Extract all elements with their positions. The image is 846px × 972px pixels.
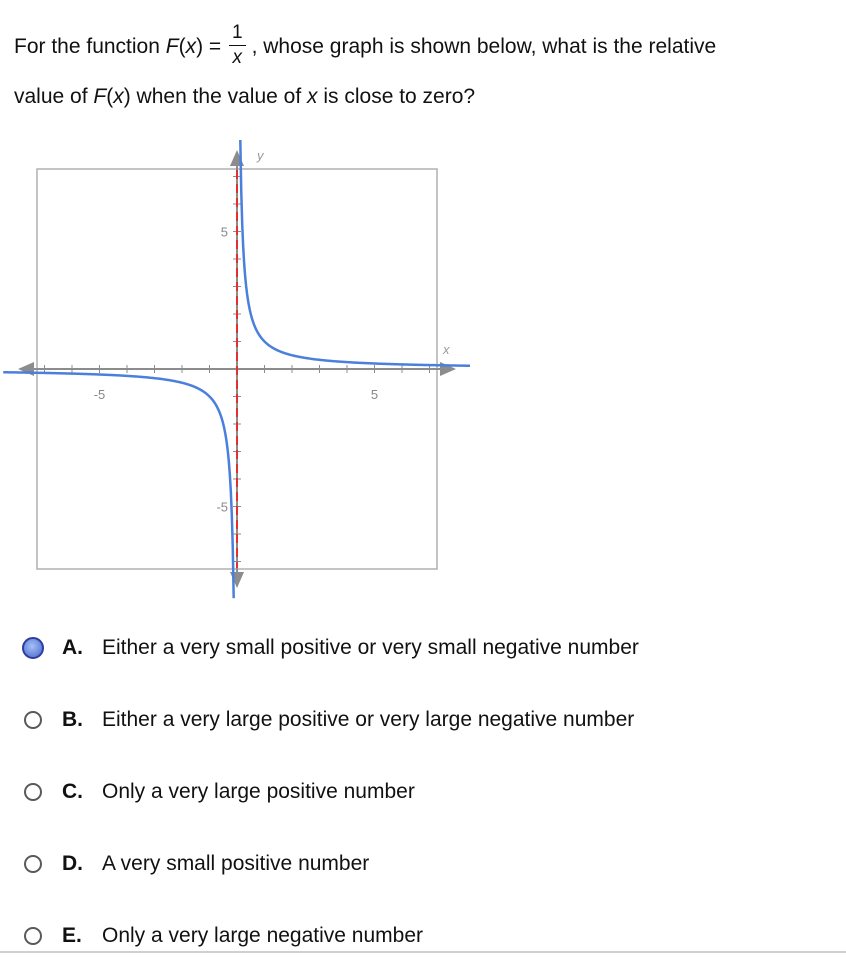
option-text: A very small positive number <box>102 852 370 875</box>
question-text: For the function F(x) = $\frac{1}{x}$ , whose graph is shown below, what is the relative value of F(x) when the value of x is close to zero? <box>14 22 717 108</box>
radio-button-b[interactable] <box>24 711 42 729</box>
question-variable: x <box>307 85 318 108</box>
y-tick-label-neg5: -5 <box>216 499 228 515</box>
function-graph <box>0 140 470 600</box>
option-d[interactable] <box>24 828 824 900</box>
fraction-denominator: x <box>232 47 243 69</box>
radio-button-d[interactable] <box>24 855 42 873</box>
bottom-divider <box>0 951 846 953</box>
option-b[interactable] <box>24 684 824 756</box>
fraction-numerator: 1 <box>229 23 246 46</box>
option-letter: E. <box>62 924 82 947</box>
function-var-2: x <box>113 85 124 108</box>
radio-button-a[interactable] <box>22 637 44 659</box>
question-line2-mid: when the value of <box>130 85 308 108</box>
answer-options <box>24 612 824 972</box>
option-c[interactable] <box>24 756 824 828</box>
option-a[interactable] <box>24 612 824 684</box>
option-letter: A. <box>62 636 83 659</box>
radio-button-c[interactable] <box>24 783 42 801</box>
option-e[interactable] <box>24 900 824 972</box>
x-tick-label-5: 5 <box>370 387 379 402</box>
question-line2-prefix: value of <box>14 85 94 108</box>
radio-button-e[interactable] <box>24 927 42 945</box>
function-name-2: F <box>93 85 107 108</box>
option-text: Either a very large positive or very large negative number <box>102 708 635 731</box>
option-letter: C. <box>62 780 83 803</box>
y-axis-label: y <box>257 148 264 163</box>
y-tick-label-5: 5 <box>220 224 228 240</box>
function-name: F <box>165 35 179 58</box>
option-letter: B. <box>62 708 83 731</box>
question-prefix: For the function <box>14 35 166 58</box>
x-axis-label: x <box>443 342 450 357</box>
x-tick-label-neg5: -5 <box>93 387 106 402</box>
fraction <box>229 23 246 67</box>
option-text: Either a very small positive or very small negative number <box>102 636 639 659</box>
equals-sign: = <box>203 35 228 58</box>
option-text: Only a very large negative number <box>102 924 423 947</box>
option-text: Only a very large positive number <box>102 780 415 803</box>
question-line2-suffix: is close to zero? <box>317 85 476 108</box>
question-after-fraction: , whose graph is shown below, what is the relative <box>251 35 717 58</box>
function-var: x <box>185 35 197 58</box>
option-letter: D. <box>62 852 83 875</box>
